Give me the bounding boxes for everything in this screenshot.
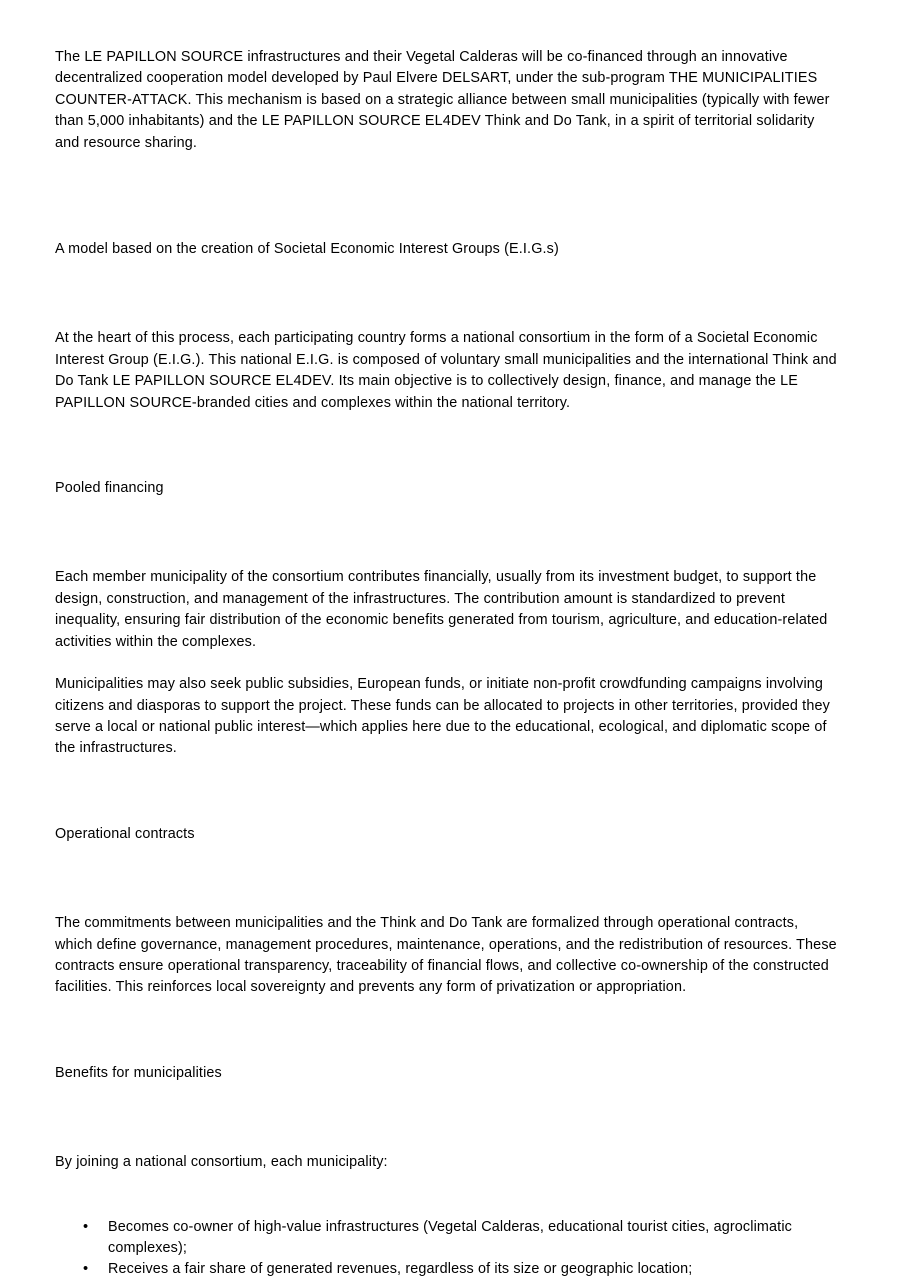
heading-eig-model: A model based on the creation of Societal Economic Interest Groups (E.I.G.s)	[55, 241, 559, 258]
list-item	[55, 1259, 850, 1280]
section-gap	[55, 175, 850, 239]
heading-benefits: Benefits for municipalities	[55, 1064, 222, 1081]
intro-paragraph: The LE PAPILLON SOURCE infrastructures and their Vegetal Calderas will be co-financed through an innovative decentralized cooperation model developed by Paul Elvere DELSART, under the sub-program THE MUNICIPALITIES COUNTER-ATTACK. This mechanism is based on a strategic alliance between small municipalities (typically with fewer than 5,000 inhabitants) and the LE PAPILLON SOURCE EL4DEV Think and Do Tank, in a spirit of territorial solidarity and resource sharing.	[55, 49, 830, 151]
paragraph-lead-in: By joining a national consortium, each municipality:	[55, 1154, 388, 1171]
benefits-bullet-list	[55, 1217, 850, 1281]
section-gap	[55, 845, 850, 913]
heading-pooled-financing: Pooled financing	[55, 480, 164, 497]
paragraph-consortium: At the heart of this process, each participating country forms a national consortium in the form of a Societal Economic Interest Group (E.I.G.). This national E.I.G. is composed of voluntary small municipalities and the international Think and Do Tank LE PAPILLON SOURCE EL4DEV. Its main objective is to collectively design, finance, and manage the LE PAPILLON SOURCE-branded cities and complexes within the national territory.	[55, 330, 837, 411]
paragraph-subsidies: Municipalities may also seek public subsidies, European funds, or initiate non-profit crowdfunding campaigns involving citizens and diasporas to support the project. These funds can be allocated to projects in other territories, provided they serve a local or national public interest—which applies here due to the educational, ecological, and diplomatic scope of the infrastructures.	[55, 676, 830, 757]
paragraph-commitments: The commitments between municipalities and the Think and Do Tank are formalized through operational contracts, which define governance, management procedures, maintenance, operations, and the redistribution of resources. These contracts ensure operational transparency, traceability of financial flows, and collective co-ownership of the constructed facilities. This reinforces local sovereignty and prevents any form of privatization or appropriation.	[55, 915, 837, 996]
section-gap	[55, 260, 850, 328]
document-content	[55, 47, 850, 1281]
paragraph-contributions: Each member municipality of the consortium contributes financially, usually from its investment budget, to support the design, construction, and management of the infrastructures. The contribution amount is standardized to prevent inequality, ensuring fair distribution of the economic benefits generated from tourism, agriculture, and education-related activities within the complexes.	[55, 569, 828, 650]
section-gap	[55, 1084, 850, 1152]
section-gap	[55, 499, 850, 567]
bullet-point-icon: •	[83, 1218, 89, 1235]
heading-operational-contracts: Operational contracts	[55, 825, 195, 842]
list-item-label: Becomes co-owner of high-value infrastructures (Vegetal Calderas, educational tourist cities, agroclimatic complexes);	[108, 1218, 792, 1256]
list-item-label: Receives a fair share of generated revenues, regardless of its size or geographic location;	[108, 1261, 693, 1278]
section-gap	[55, 999, 850, 1063]
section-gap	[55, 760, 850, 824]
bullet-point-icon: •	[83, 1261, 89, 1278]
list-item	[55, 1217, 850, 1260]
section-gap	[55, 414, 850, 478]
list-gap	[55, 1174, 850, 1217]
